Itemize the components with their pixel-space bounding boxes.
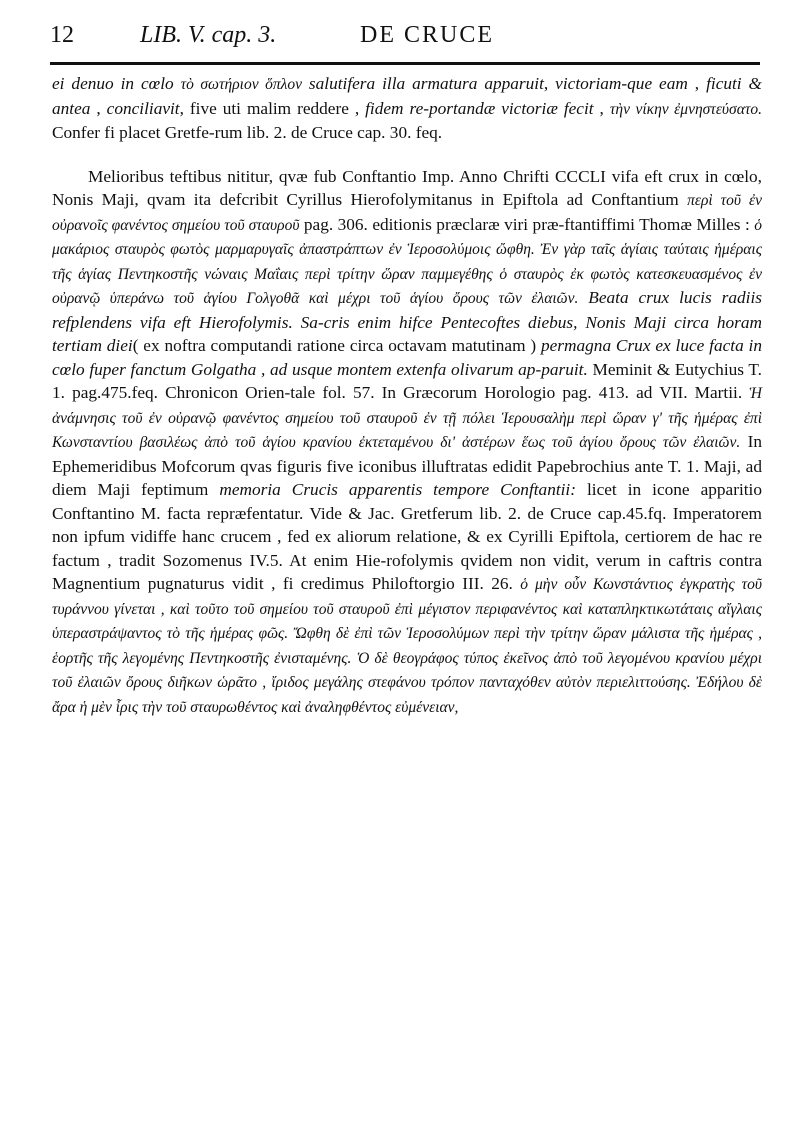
paragraph <box>52 72 762 145</box>
text-run: In Ephemeridibus Mofcorum qvas figuris five iconibus illuftratas edidit Papebrochius ante T. 1. Maji, ad diem Maji feptimum <box>52 432 762 499</box>
text-run: , five uti malim reddere , <box>179 98 366 118</box>
running-header <box>50 22 760 62</box>
text-run: , <box>687 74 707 93</box>
text-run: ( ex noftra computandi ratione circa octavam matutinam ) <box>132 336 541 355</box>
greek-quote: τὴν νίκην ἐμνηστεύσατο. <box>609 100 763 118</box>
paragraph <box>52 165 762 720</box>
text-run: pag. 306. editionis præclaræ viri præ-ftantiffimi Thomæ Milles : <box>299 214 755 234</box>
text-run: , <box>90 98 107 118</box>
greek-quote: Ἡ ἀνάμνησις τοῦ ἐν οὐρανῷ φανέντος σημείου τοῦ σταυροῦ ἐν τῇ πόλει Ἱερουσαλὴμ περὶ ὥραν γ' τῆς ἡμέρας ἐπὶ Κωνσταντίου βασιλέως ἀπὸ τοῦ ἁγίου κρανίου ἐκτεταμένου δι' ἀστέρων ἕως τοῦ ἁγίου ὄρους τῶν ἐλαιῶν. <box>52 385 762 451</box>
text-run: memoria Crucis apparentis tempore Conftantii: <box>219 480 576 499</box>
text-run: permagna Crux ex luce facta in cœlo fuper fanctum Golgatha , ad usque montem extenfa olivarum ap-paruit. <box>52 336 763 379</box>
greek-quote: ὁ μὴν οὖν Κωνστάντιος ἐγκρατὴς τοῦ τυράννου γίνεται , καὶ τοῦτο τοῦ σημείου τοῦ σταυροῦ ἐπὶ μέγιστον περιφανέντος καὶ καταπληκτικωτάταις αἴγλαις ὑπεραστράψαντος τὸ τῆς ἡμέρας φῶς. Ὤφθη δὲ ἐπὶ τῶν Ἱεροσολύμων περὶ τὴν τρίτην ὥραν μάλιστα τῆς ἡμέρας , ἑορτῆς τῆς λεγομένης Πεντηκοστῆς ἐνισταμένης. Ὁ δὲ θεογράφος τύπος ἐκεῖνος ἀπὸ τοῦ λεγομένου κρανίου μέχρι τοῦ ἐλαιῶν ὄρους διῆκων ὡρᾶτο , ἴριδος μεγάλης στεφάνου τρόπον πανταχόθεν αὐτὸν περιελιττούσης. Ἐδήλου δὲ ἄρα ἡ μὲν ἶρις τὴν τοῦ σταυρωθέντος καὶ ἀναληφθέντος εὐμένειαν, <box>52 576 762 716</box>
book-chapter-reference: LIB. V. cap. 3. <box>140 22 277 48</box>
text-run: ficuti & antea <box>52 74 763 118</box>
header-rule <box>50 62 760 65</box>
text-run: Meminit & Eutychius T. 1. pag.475.feq. Chronicon Orien-tale fol. 57. In Græcorum Horologio pag. 413. ad VII. Martii. <box>52 359 762 402</box>
greek-quote: περὶ τοῦ ἐν οὐρανοῖς φανέντος σημείου τοῦ σταυροῦ <box>52 192 762 234</box>
text-run: , <box>593 98 610 118</box>
body-text <box>52 72 762 719</box>
greek-quote: τὸ σωτήριον ὅπλον <box>180 76 302 93</box>
text-run: licet in icone apparitio Conftantino M. facta repræfentatur. Vide & Jac. Gretferum lib. 2. de Cruce cap.45.fq. Imperatorem non ipfum vidiffe hanc crucem , fed ex aliorum relatione, & ex Cyrilli Epiftola, certiorem de hac re factum , tradit Sozomenus IV.5. At enim Hie-rofolymis qvidem non vidit, verum in caftris contra Magnentium pugnaturus vidit , fi credimus Philoftorgio III. 26. <box>52 480 762 593</box>
text-run <box>578 288 588 307</box>
greek-quote: ὁ μακάριος σταυρὸς φωτὸς μαρμαρυγαῖς ἀπαστράπτων ἐν Ἱεροσολύμοις ὤφθη. Ἐν γὰρ ταῖς ἁγίαις ταύταις ἡμέραις τῆς ἁγίας Πεντηκοστῆς νώναις Μαΐαις περὶ τρίτην ὥραν παμμεγέθης ὁ σταυρὸς ἐκ φωτὸς κατεσκευασμένος ἐν οὐρανῷ ὑπεράνω τοῦ ἁγίου Γολγοθᾶ καὶ μέχρι τοῦ ἁγίου ὄρους τῶν ἐλαιῶν. <box>52 216 762 307</box>
text-run: Confer fi placet Gretfe-rum lib. 2. de Cruce cap. 30. feq. <box>52 123 443 142</box>
text-run: salutifera illa armatura apparuit <box>301 74 544 93</box>
text-run: victoriam-que eam <box>555 74 688 93</box>
text-run: ei denuo in cœlo <box>52 74 181 93</box>
text-run: fidem re-portandæ victoriæ fecit <box>365 98 594 118</box>
running-title: DE CRUCE <box>360 22 495 48</box>
text-run: , <box>543 74 556 93</box>
text-run: conciliavit <box>106 98 180 118</box>
text-run: Melioribus teftibus nititur, qvæ fub Conftantio Imp. Anno Chrifti CCCLI vifa eft crux in cœlo, Nonis Maji, qvam ita defcribit Cyrillus Hierofolymitanus in Epiftola ad Conftantium <box>52 166 762 209</box>
text-run: Beata crux lucis radiis refplendens vifa eft Hierofolymis. Sa-cris enim hifce Pentecoftes diebus, Nonis Maji circa horam tertiam diei <box>52 288 763 355</box>
page-number: 12 <box>50 22 74 48</box>
